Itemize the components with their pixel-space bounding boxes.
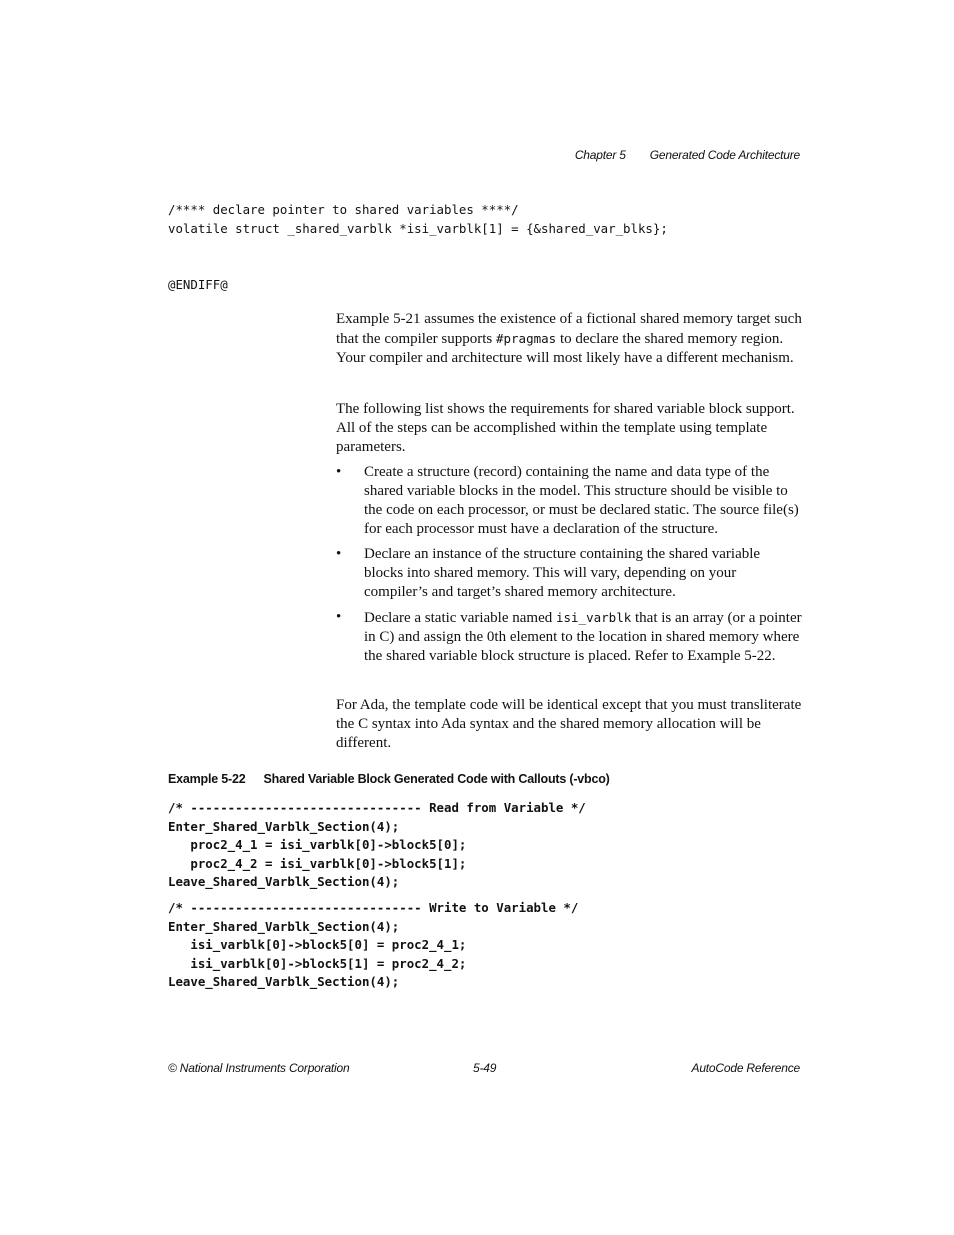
code-line: Leave_Shared_Varblk_Section(4); (168, 974, 400, 989)
requirements-list (336, 463, 802, 672)
code-line: Enter_Shared_Varblk_Section(4); (168, 918, 400, 934)
page-number: 5-49 (473, 1061, 497, 1075)
text: Example 5-21 assumes the existence of a fictional shared memory target such that the compiler supports (336, 311, 802, 347)
example-number: Example 5-22 (168, 772, 246, 786)
chapter-label: Chapter 5 (574, 148, 626, 162)
list-item-text: Create a structure (record) containing the name and data type of the shared variable blocks in the model. This structure should be visible to the code on each processor, or must be declared static. The source file(s) for each processor must have a declaration of the structure. (364, 464, 799, 537)
list-item (336, 608, 802, 666)
code-line: volatile struct _shared_varblk *isi_varblk[1] = {&shared_var_blks}; (168, 220, 668, 236)
list-item (336, 463, 802, 539)
code-line: proc2_4_2 = isi_varblk[0]->block5[1]; (168, 855, 467, 871)
code-line: isi_varblk[0]->block5[1] = proc2_4_2; (168, 955, 467, 971)
code-snippet-declare (168, 201, 668, 238)
code-line: isi_varblk[0]->block5[0] = proc2_4_1; (168, 937, 467, 952)
list-item-text: Declare a static variable named (364, 610, 556, 626)
list-item-text: Declare an instance of the structure containing the shared variable blocks into shared memory. This will vary, depending on your compiler’s and target’s shared memory architecture. (364, 546, 761, 600)
code-line: proc2_4_1 = isi_varblk[0]->block5[0]; (168, 837, 467, 852)
example-title: Shared Variable Block Generated Code with Callouts (-vbco) (263, 772, 610, 786)
code-block-write (168, 899, 578, 992)
code-line: /* ------------------------------- Read from Variable */ (168, 800, 586, 815)
code-line: Enter_Shared_Varblk_Section(4); (168, 818, 400, 834)
inline-code: #pragmas (495, 331, 557, 346)
bullet-icon: • (336, 464, 342, 480)
bullet-icon: • (336, 609, 342, 625)
paragraph-pragmas (336, 310, 802, 368)
code-line: Leave_Shared_Varblk_Section(4); (168, 874, 400, 889)
text: to declare the shared memory region. Your compiler and architecture will most likely have a different mechanism. (336, 331, 794, 366)
bullet-icon: • (336, 546, 342, 562)
running-header (575, 148, 800, 162)
code-line: /* ------------------------------- Write to Variable */ (168, 900, 579, 915)
code-block-read (168, 799, 586, 892)
inline-code: isi_varblk (555, 610, 632, 625)
example-heading (168, 772, 610, 786)
footer-doc-title: AutoCode Reference (691, 1061, 800, 1075)
footer-copyright: © National Instruments Corporation (168, 1061, 350, 1075)
section-title: Generated Code Architecture (649, 148, 800, 162)
list-item (336, 545, 802, 602)
list-item-text: that is an array (or a pointer in C) and assign the 0th element to the location in shared memory where the shared variable block structure is placed. Refer to Example 5-22. (364, 610, 802, 664)
paragraph-requirements: The following list shows the requirements for shared variable block support. All of the steps can be accomplished within the template using template parameters. (336, 401, 795, 455)
paragraph-ada: For Ada, the template code will be identical except that you must transliterate the C syntax into Ada syntax and the shared memory allocation will be different. (336, 697, 802, 751)
code-line: /**** declare pointer to shared variables ****/ (168, 202, 519, 217)
endiff-directive: @ENDIFF@ (168, 277, 228, 292)
